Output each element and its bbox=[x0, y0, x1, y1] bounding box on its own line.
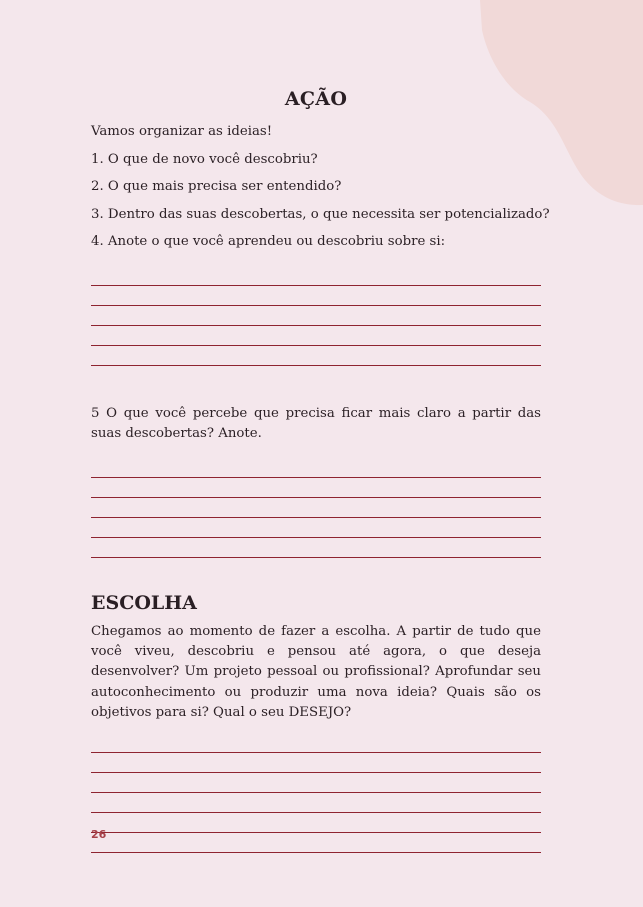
answer-line[interactable] bbox=[91, 733, 541, 753]
answer-line[interactable] bbox=[91, 793, 541, 813]
question-5: 5 O que você percebe que precisa ficar mais claro a partir das suas descobertas? Anote. bbox=[91, 405, 541, 441]
answer-line[interactable] bbox=[91, 266, 541, 286]
answer-line[interactable] bbox=[91, 518, 541, 538]
answer-line[interactable] bbox=[91, 813, 541, 833]
answer-line[interactable] bbox=[91, 773, 541, 793]
question-3: 3. Dentro das suas descobertas, o que necessita ser potencializado? bbox=[91, 206, 550, 222]
page-number: 26 bbox=[91, 828, 107, 841]
answer-line[interactable] bbox=[91, 498, 541, 518]
answer-line[interactable] bbox=[91, 346, 541, 366]
answer-line[interactable] bbox=[91, 833, 541, 853]
answer-line[interactable] bbox=[91, 286, 541, 306]
answer-line[interactable] bbox=[91, 458, 541, 478]
section-title-acao: AÇÃO bbox=[284, 88, 348, 110]
answer-line[interactable] bbox=[91, 306, 541, 326]
question-2: 2. O que mais precisa ser entendido? bbox=[91, 179, 342, 194]
question-4: 4. Anote o que você aprendeu ou descobriu sobre si: bbox=[91, 234, 446, 249]
answer-line[interactable] bbox=[91, 538, 541, 558]
intro-text: Vamos organizar as ideias! bbox=[91, 124, 273, 139]
answer-line[interactable] bbox=[91, 326, 541, 346]
section-title-escolha: ESCOLHA bbox=[91, 591, 197, 614]
question-1: 1. O que de novo você descobriu? bbox=[91, 151, 318, 167]
page-content bbox=[91, 86, 550, 853]
answer-lines-escolha[interactable] bbox=[91, 733, 541, 853]
escolha-paragraph: Chegamos ao momento de fazer a escolha. A partir de tudo que você viveu, descobriu e pensou até agora, o que deseja desenvolver? Um projeto pessoal ou profissional? Aprofundar seu autoconhecimento ou produzir uma nova ideia? Quais são os objetivos para si? Qual o seu DESEJO? bbox=[91, 623, 541, 720]
answer-lines-question-5[interactable] bbox=[91, 458, 541, 558]
answer-line[interactable] bbox=[91, 478, 541, 498]
answer-lines-question-4[interactable] bbox=[91, 266, 541, 366]
answer-line[interactable] bbox=[91, 753, 541, 773]
